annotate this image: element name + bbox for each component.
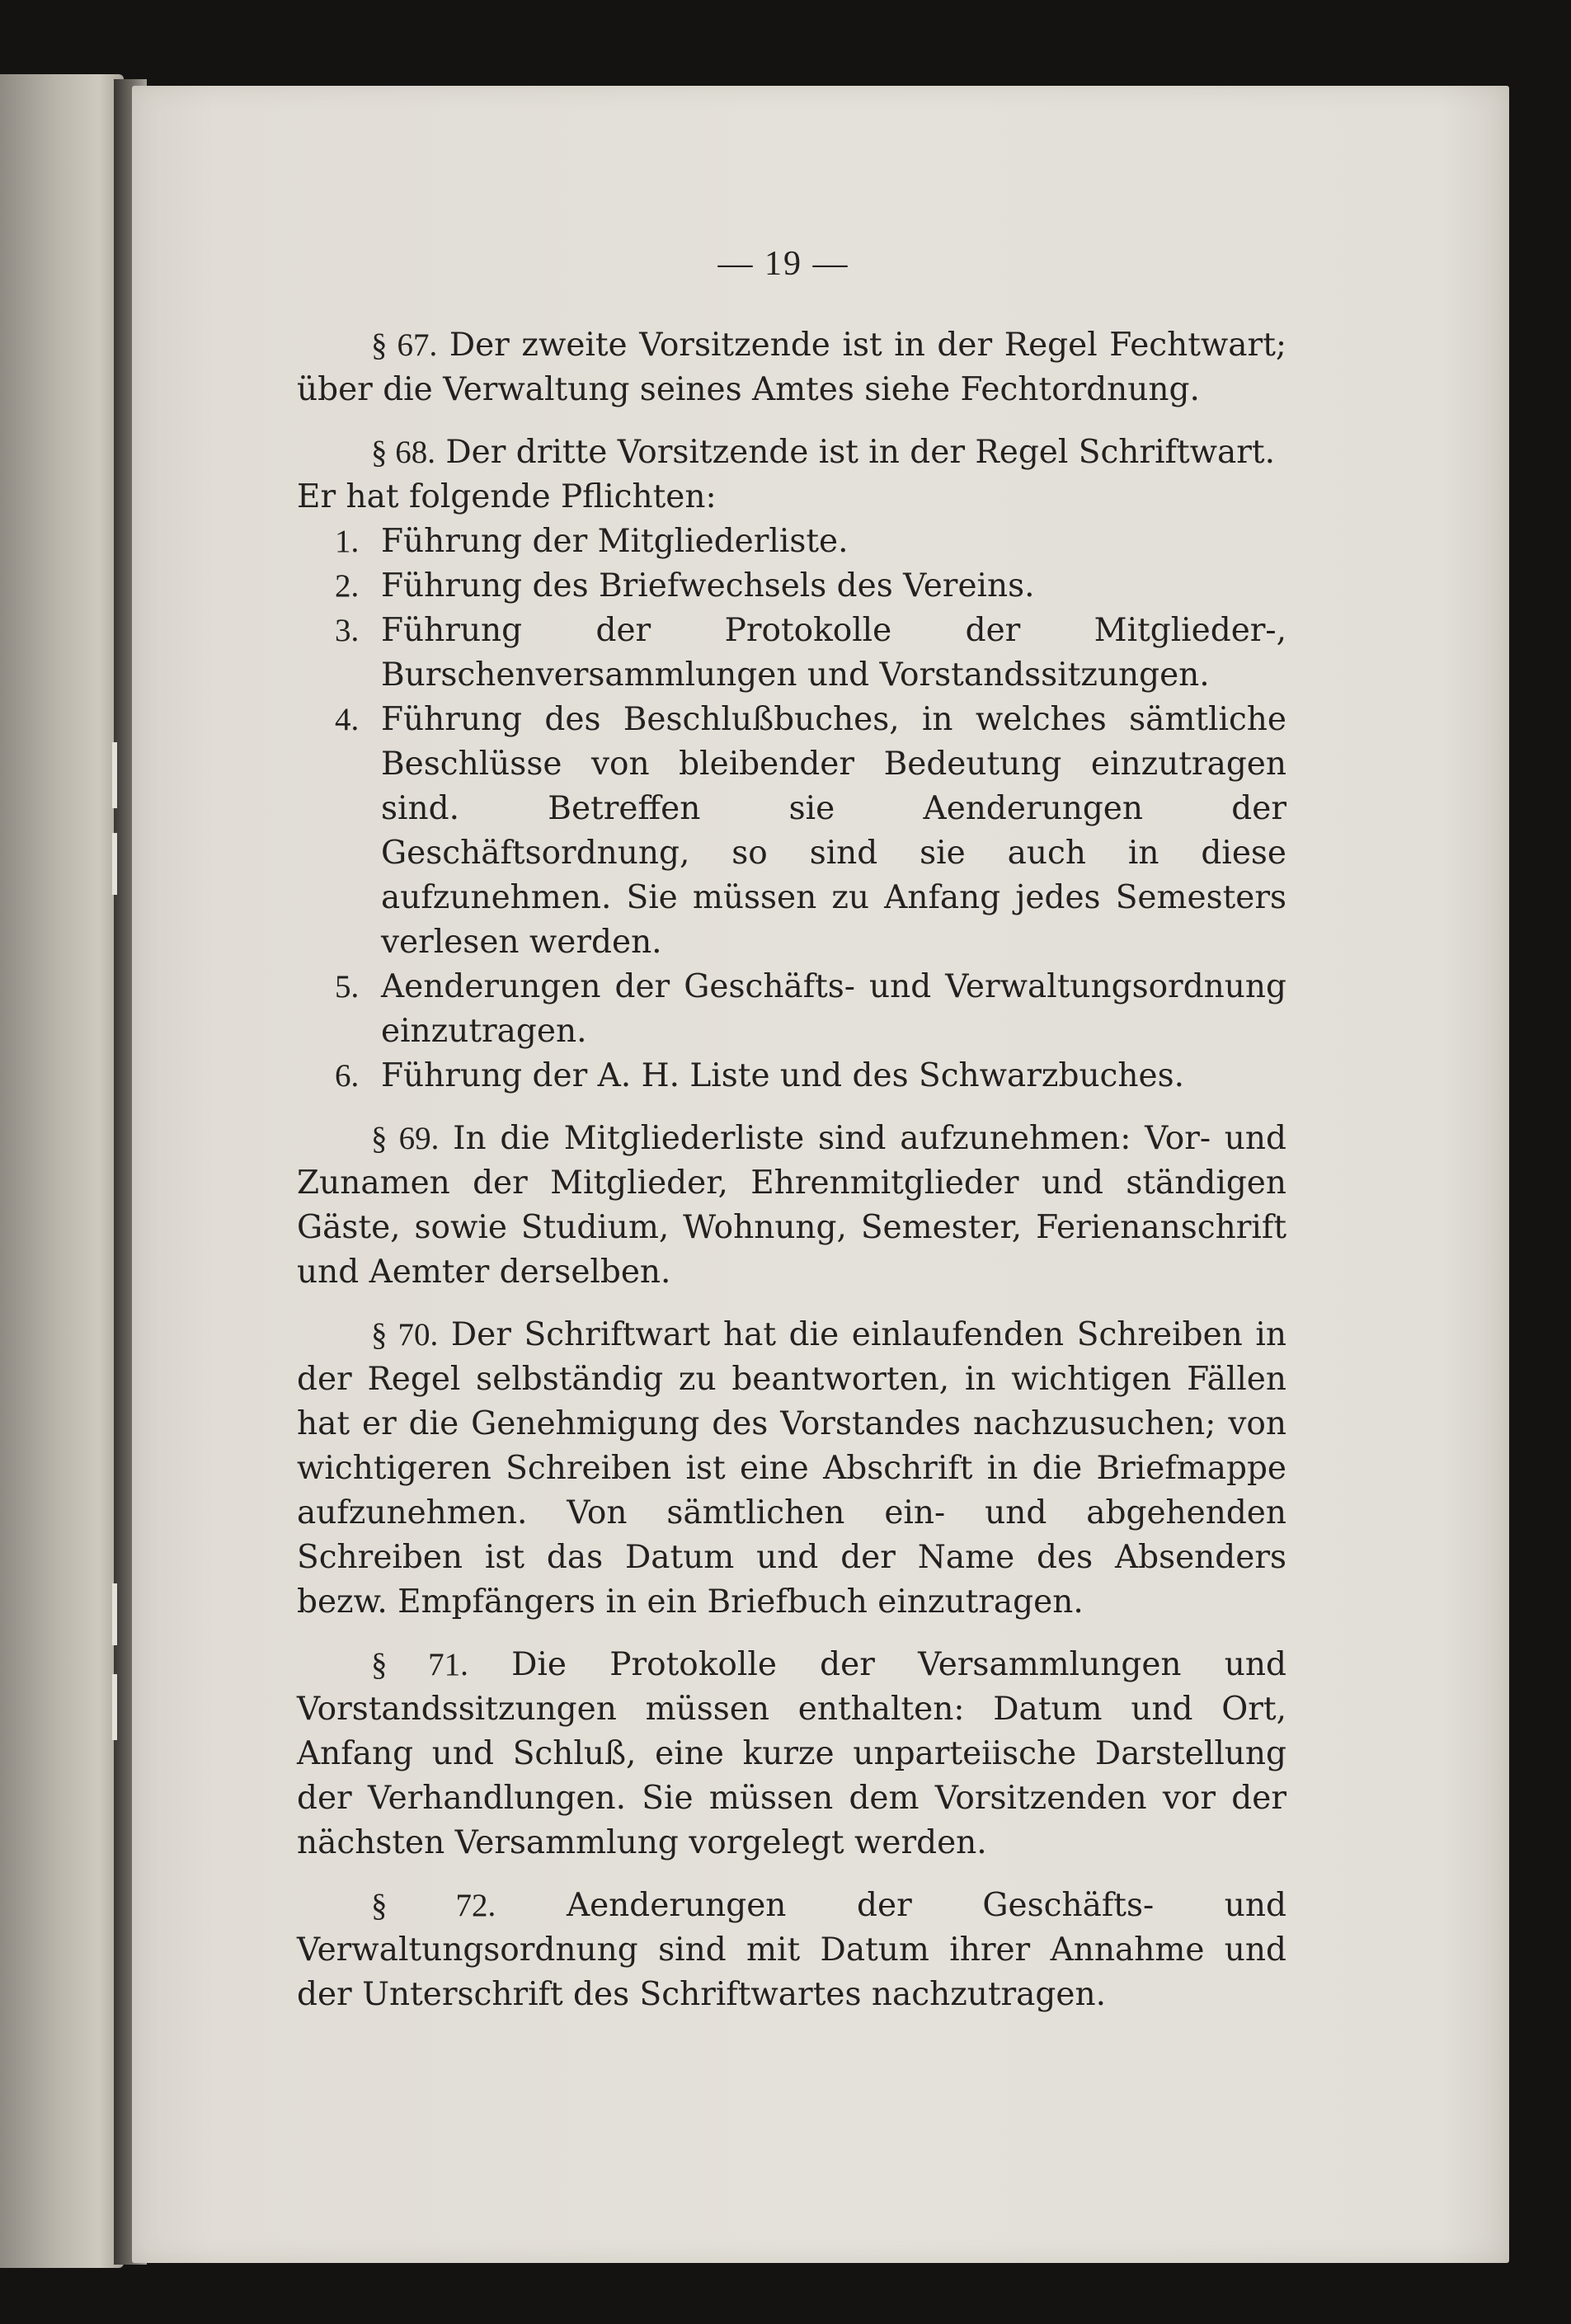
- section-paragraph: [297, 430, 1286, 475]
- binding-mark: [112, 1583, 117, 1645]
- duty-text: Führung des Briefwechsels des Vereins.: [381, 567, 1035, 605]
- section-text: Der Schriftwart hat die einlaufenden Schreiben in der Regel selbständig zu beantworten, in wichtigen Fällen hat er die Genehmigung des Vorstandes nachzusuchen; von wichtigeren Schreiben ist eine Abschrift in die Briefmappe aufzunehmen. Von sämtlichen ein- und abgehenden Schreiben ist das Datum und der Name des Absenders bezw. Empfängers in ein Briefbuch einzutragen.: [297, 1316, 1286, 1621]
- section-text: Der zweite Vorsitzende ist in der Regel Fechtwart; über die Verwaltung seines Amtes siehe Fechtordnung.: [297, 327, 1287, 408]
- binding-mark: [112, 1674, 117, 1740]
- duty-item: [297, 609, 1286, 698]
- duty-item: [297, 564, 1286, 609]
- section-number: § 72.: [371, 1888, 496, 1923]
- duty-text: Aenderungen der Geschäfts- und Verwaltungsordnung einzutragen.: [381, 968, 1286, 1050]
- binding-mark: [112, 833, 117, 895]
- section-number: § 70.: [371, 1317, 439, 1353]
- duty-item: [297, 520, 1286, 564]
- section-number: § 69.: [371, 1121, 440, 1156]
- duty-item: [297, 965, 1286, 1054]
- left-page-edge: [0, 74, 124, 2268]
- section-number: § 71.: [371, 1647, 468, 1682]
- section-paragraph: [297, 1313, 1286, 1625]
- section-text: Die Protokolle der Versammlungen und Vorstandssitzungen müssen enthalten: Datum und Ort, Anfang und Schluß, eine kurze unparteiische Darstellung der Verhandlungen. Sie müssen dem Vorsitzenden vor der nächsten Versammlung vorgelegt werden.: [297, 1646, 1286, 1861]
- duty-text: Führung der Mitgliederliste.: [381, 523, 849, 560]
- duty-item: [297, 698, 1286, 965]
- duty-number: 5.: [335, 969, 360, 1004]
- section-paragraph: [297, 1643, 1286, 1865]
- duties-list: [297, 520, 1286, 1098]
- duty-number: 3.: [335, 613, 360, 648]
- duty-text: Führung der Protokolle der Mitglieder-, Burschenversammlungen und Vorstandssitzungen.: [381, 612, 1286, 694]
- duty-item: [297, 1054, 1286, 1098]
- section-text: In die Mitgliederliste sind aufzunehmen: Vor- und Zunamen der Mitglieder, Ehrenmitglieder und ständigen Gäste, sowie Studium, Wohnung, Semester, Ferienanschrift und Aemter derselben.: [297, 1120, 1286, 1291]
- section-paragraph: [297, 1884, 1286, 2017]
- sections-before-list: [297, 323, 1286, 475]
- section-paragraph: [297, 323, 1286, 412]
- duty-number: 4.: [335, 702, 360, 737]
- section-number: § 68.: [371, 435, 435, 470]
- section-text: Der dritte Vorsitzende ist in der Regel Schriftwart.: [445, 434, 1275, 471]
- page-body: [297, 323, 1286, 2035]
- binding-mark: [112, 742, 117, 808]
- section-paragraph: [297, 1117, 1286, 1295]
- duties-intro: Er hat folgende Pflichten:: [297, 478, 717, 515]
- section-text: Aenderungen der Geschäfts- und Verwaltungsordnung sind mit Datum ihrer Annahme und der Unterschrift des Schriftwartes nachzutragen.: [297, 1887, 1287, 2013]
- page-number: — 19 —: [717, 245, 849, 283]
- duty-text: Führung der A. H. Liste und des Schwarzbuches.: [381, 1057, 1185, 1094]
- sections-after-list: [297, 1117, 1286, 2017]
- duty-text: Führung des Beschlußbuches, in welches sämtliche Beschlüsse von bleibender Bedeutung einzutragen sind. Betreffen sie Aenderungen der Geschäftsordnung, so sind sie auch in diese aufzunehmen. Sie müssen zu Anfang jedes Semesters verlesen werden.: [381, 701, 1286, 961]
- duty-number: 2.: [335, 568, 360, 604]
- section-number: § 67.: [371, 327, 438, 363]
- duty-number: 1.: [335, 524, 360, 559]
- duty-number: 6.: [335, 1058, 360, 1094]
